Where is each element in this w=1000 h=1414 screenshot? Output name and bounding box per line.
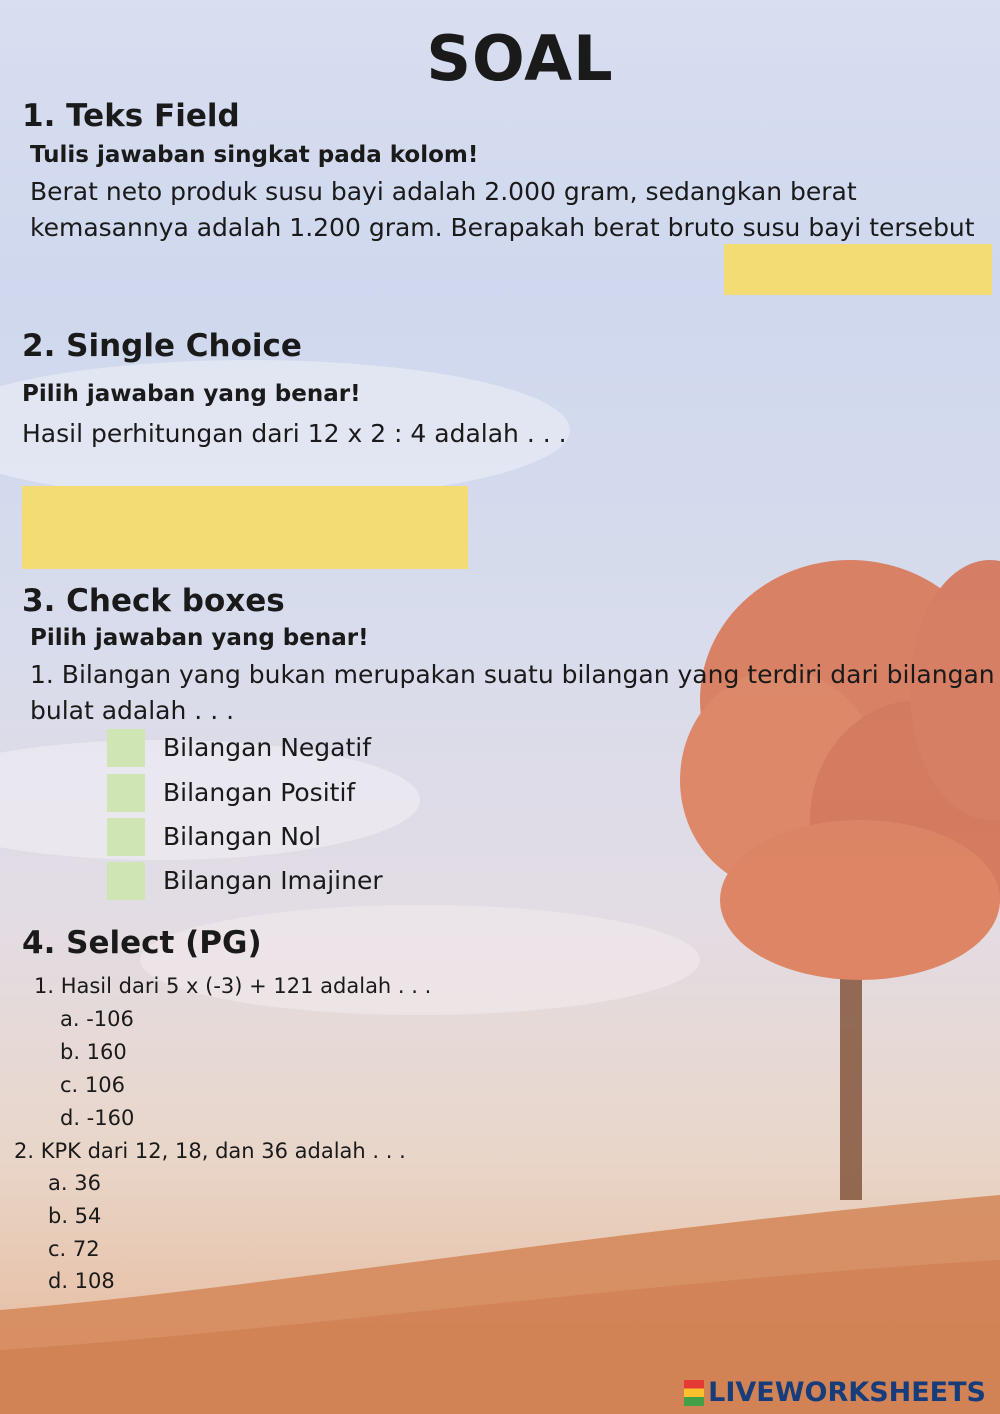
q4-item1-option-c[interactable]: c. 106 <box>60 1073 125 1097</box>
q2-instruction: Pilih jawaban yang benar! <box>22 381 361 407</box>
q2-answer-field[interactable] <box>22 486 468 569</box>
q3-question-line1: 1. Bilangan yang bukan merupakan suatu bilangan yang terdiri dari bilangan <box>30 660 995 689</box>
page-title: SOAL <box>426 22 614 95</box>
checkbox-label-3: Bilangan Nol <box>163 822 322 851</box>
checkbox-label-4: Bilangan Imajiner <box>163 866 383 895</box>
q2-heading: 2. Single Choice <box>22 328 302 364</box>
tree <box>680 560 1000 1200</box>
checkbox-option-2[interactable] <box>107 774 145 812</box>
q4-item2-option-c[interactable]: c. 72 <box>48 1237 100 1261</box>
logo-text: LIVEWORKSHEETS <box>708 1377 986 1408</box>
q4-item1-option-d[interactable]: d. -160 <box>60 1106 135 1130</box>
liveworksheets-logo <box>684 1377 986 1408</box>
logo-badge-icon <box>684 1380 704 1406</box>
q1-question-line2: kemasannya adalah 1.200 gram. Berapakah berat bruto susu bayi tersebut <box>30 213 975 242</box>
q4-item1-option-b[interactable]: b. 160 <box>60 1040 127 1064</box>
q2-question: Hasil perhitungan dari 12 x 2 : 4 adalah . . . <box>22 419 567 448</box>
checkbox-option-1[interactable] <box>107 729 145 767</box>
q4-item2-option-d[interactable]: d. 108 <box>48 1269 115 1293</box>
q4-item2-option-a[interactable]: a. 36 <box>48 1171 101 1195</box>
q4-item2-option-b[interactable]: b. 54 <box>48 1204 102 1228</box>
q4-item1-option-a[interactable]: a. -106 <box>60 1007 134 1031</box>
q1-answer-field[interactable] <box>724 244 992 295</box>
q1-instruction: Tulis jawaban singkat pada kolom! <box>30 142 479 168</box>
q1-question-line1: Berat neto produk susu bayi adalah 2.000 gram, sedangkan berat <box>30 177 857 206</box>
q4-heading: 4. Select (PG) <box>22 925 262 961</box>
q3-instruction: Pilih jawaban yang benar! <box>30 625 369 651</box>
q3-question-line2: bulat adalah . . . <box>30 696 235 725</box>
checkbox-label-1: Bilangan Negatif <box>163 733 372 762</box>
checkbox-option-3[interactable] <box>107 818 145 856</box>
q1-heading: 1. Teks Field <box>22 98 240 134</box>
checkbox-option-4[interactable] <box>107 862 145 900</box>
checkbox-label-2: Bilangan Positif <box>163 778 356 807</box>
q4-item2-question: 2. KPK dari 12, 18, dan 36 adalah . . . <box>14 1139 406 1163</box>
q3-heading: 3. Check boxes <box>22 583 285 619</box>
q4-item1-question: 1. Hasil dari 5 x (-3) + 121 adalah . . . <box>34 974 432 998</box>
